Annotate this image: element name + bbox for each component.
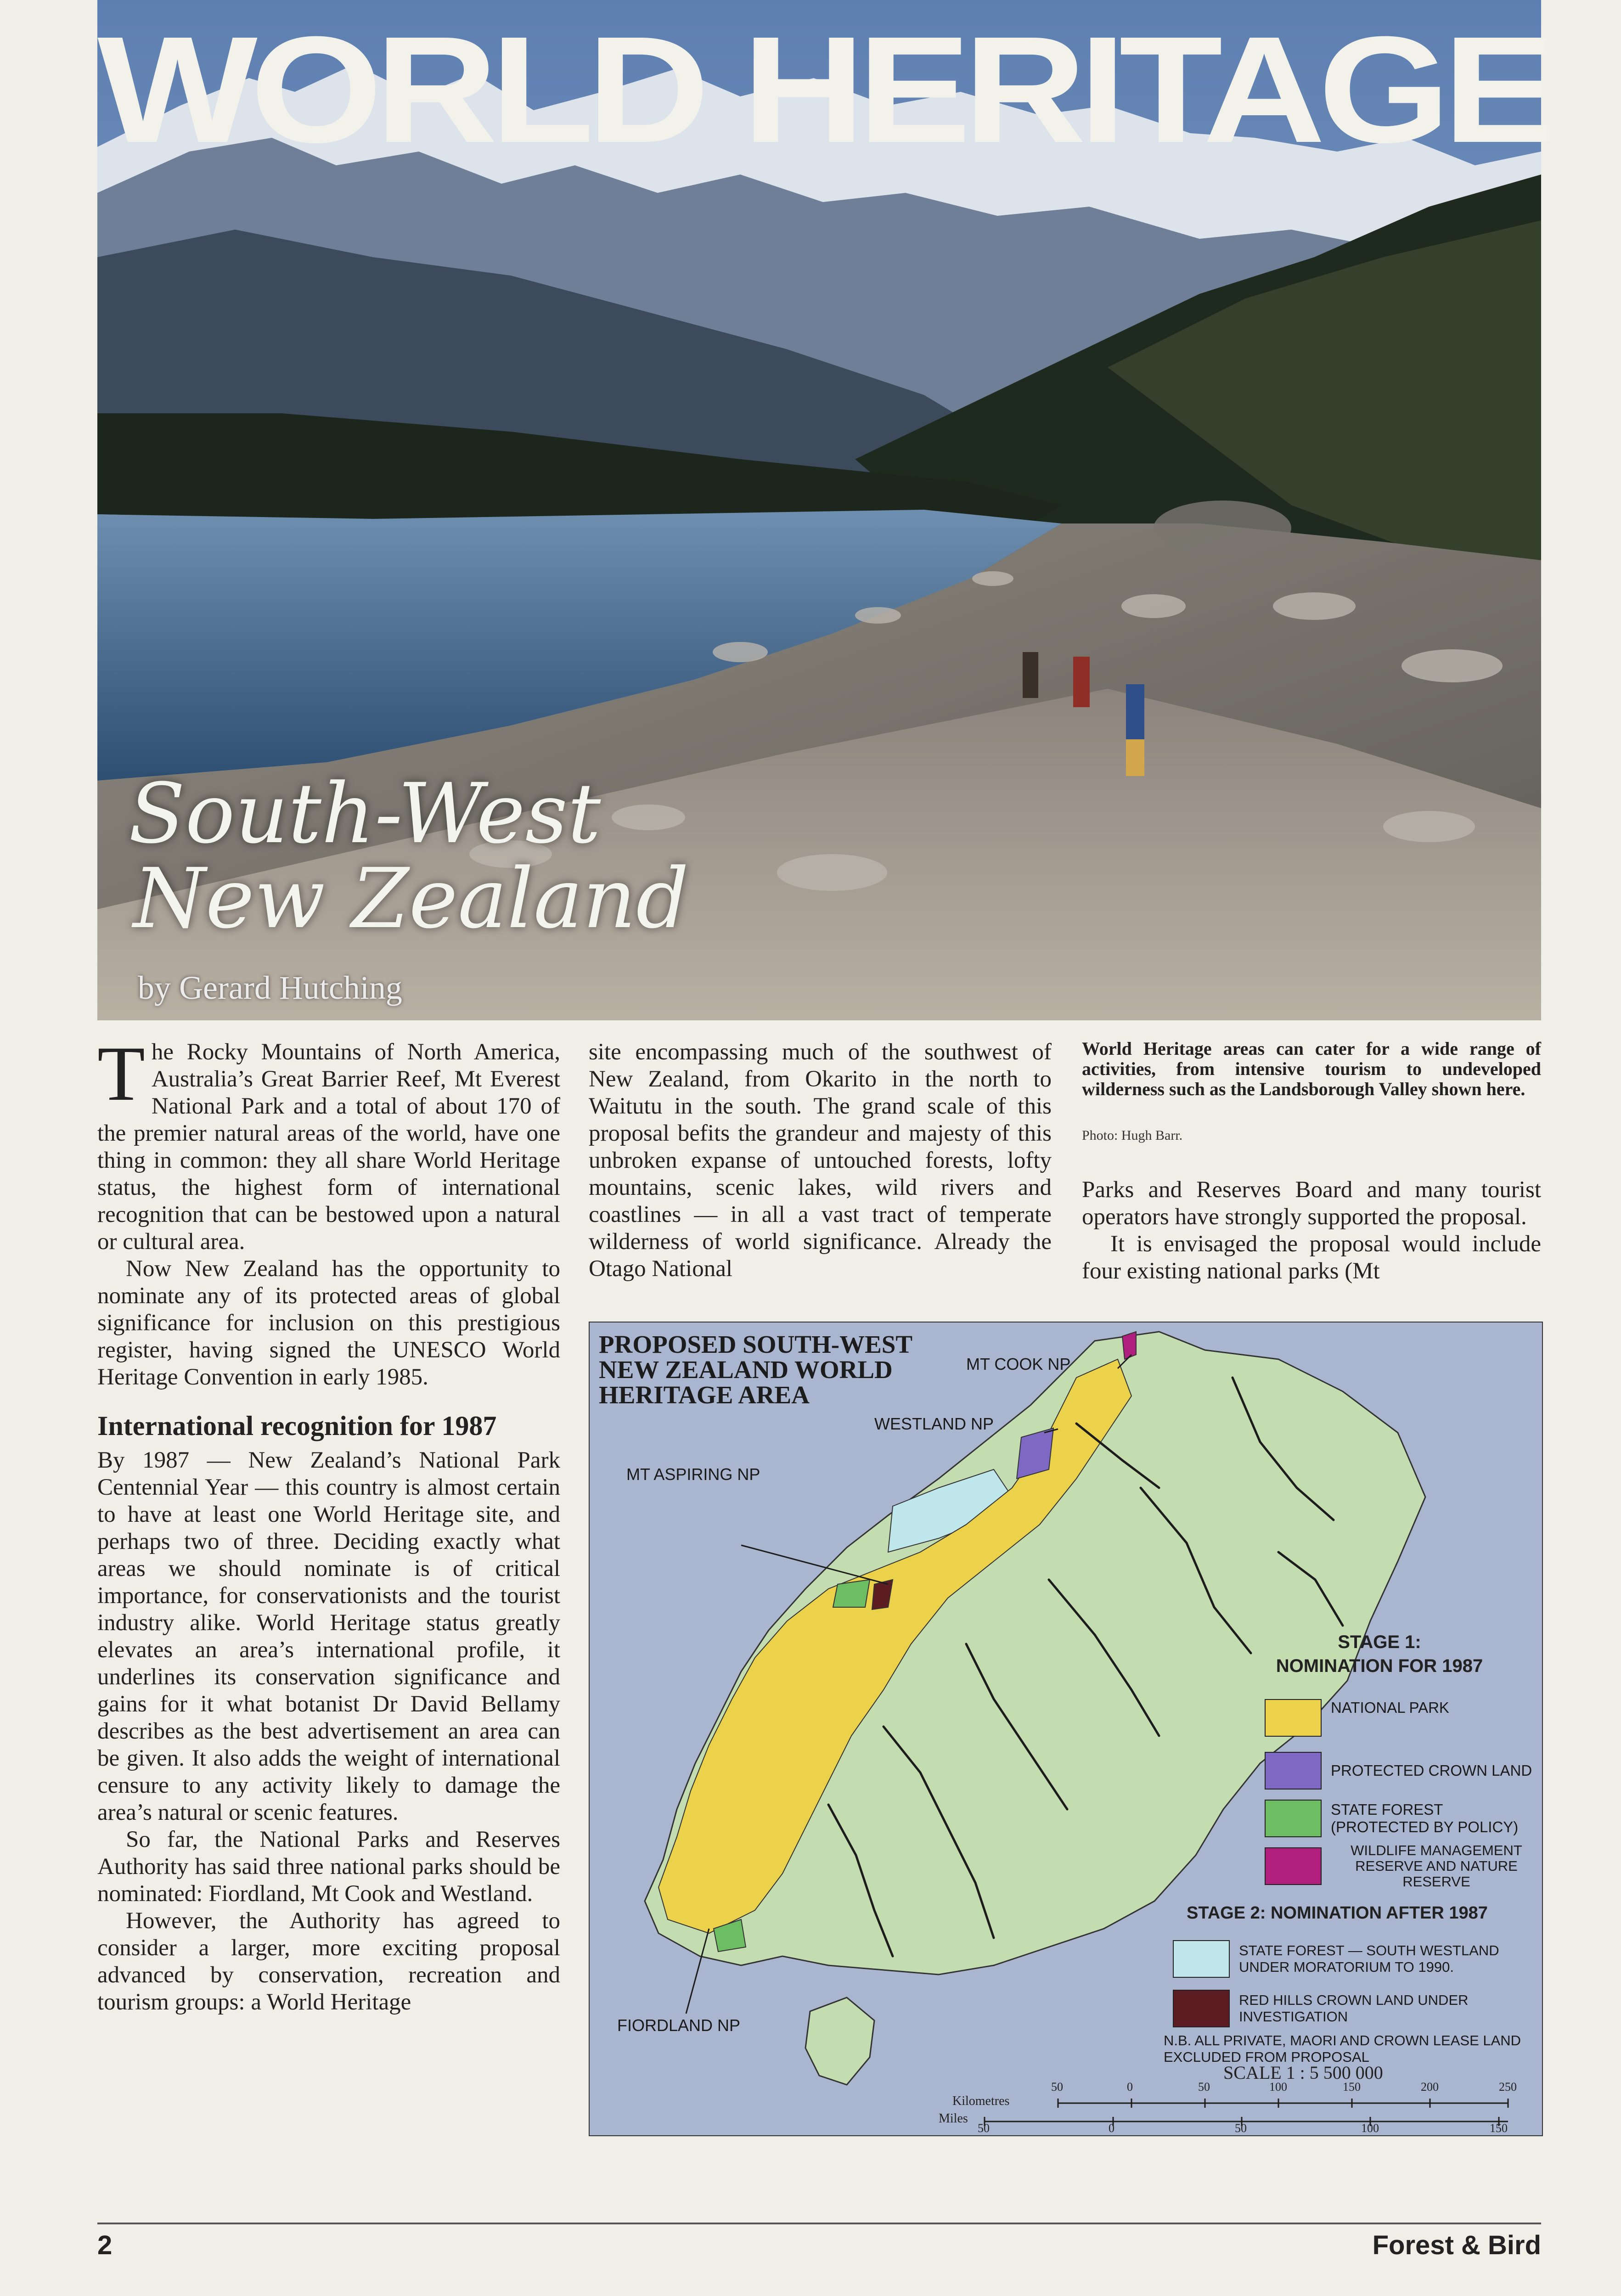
legend-note: N.B. ALL PRIVATE, MAORI AND CROWN LEASE LAND EXCLUDED FROM PROPOSAL — [1164, 2032, 1521, 2065]
map-title: PROPOSED SOUTH-WEST NEW ZEALAND WORLD HERITAGE AREA — [599, 1330, 913, 1409]
map-scale: SCALE 1 : 5 500 000 — [1223, 2062, 1383, 2083]
legend-item-protected-crown-land: PROTECTED CROWN LAND — [1265, 1747, 1542, 1795]
article-paragraph: Now New Zealand has the opportunity to nominate any of its protected areas of global significance for inclusion on this prestigious register, having signed the UNESCO World Heritage Convention in early 1985. — [97, 1256, 560, 1390]
scale-km-tick: 200 — [1421, 2080, 1439, 2093]
article-column-2 — [589, 1039, 1052, 1283]
magazine-name: Forest & Bird — [1372, 2230, 1541, 2260]
scale-km-tick: 250 — [1499, 2080, 1517, 2093]
scale-km-tick: 150 — [1343, 2080, 1361, 2093]
map-label-mt-cook: MT COOK NP — [966, 1355, 1071, 1373]
legend-item-wildlife-reserve: WILDLIFE MANAGEMENT RESERVE AND NATURE RESERVE — [1265, 1842, 1542, 1890]
scale-km-label: Kilometres — [952, 2094, 1010, 2108]
scale-miles-label: Miles — [939, 2111, 968, 2126]
drop-cap: T — [97, 1030, 145, 1117]
subtitle — [129, 766, 689, 947]
legend-stage2-title: STAGE 2: NOMINATION AFTER 1987 — [1187, 1903, 1488, 1923]
map-label-mt-aspiring: MT ASPIRING NP — [626, 1465, 760, 1484]
article-paragraph: Parks and Reserves Board and many tourist operators have strongly supported the proposal. — [1082, 1177, 1541, 1230]
article-paragraph: It is envisaged the proposal would include four existing national parks (Mt — [1082, 1231, 1541, 1284]
article-paragraph: However, the Authority has agreed to consider a larger, more exciting proposal advanced by conservation, recreation and tourism groups: a World Heritage — [97, 1908, 560, 2015]
map-label-fiordland: FIORDLAND NP — [617, 2016, 741, 2035]
legend-item-state-forest: STATE FOREST (PROTECTED BY POLICY) — [1265, 1795, 1542, 1842]
legend-stage1 — [1265, 1699, 1542, 1890]
legend-item-national-park: NATIONAL PARK — [1265, 1699, 1542, 1747]
photo-credit: Photo: Hugh Barr. — [1082, 1128, 1183, 1143]
article-paragraph: By 1987 — New Zealand’s National Park Centennial Year — this country is almost certain to have at least one World Heritage site, and perhaps two of three. Deciding exactly what areas we should nominate is of critical importance, for conservationists and the tourist industry alike. World Heritage status greatly elevates an area’s international profile, it underlines its conservation significance and gains for it what botanist Dr David Bellamy describes as the best advertisement an area can be given. It also adds the weight of international censure to any activity likely to damage the area’s natural or scenic features. — [97, 1447, 560, 1825]
heritage-map — [589, 1322, 1543, 2136]
legend-swatch — [1173, 1940, 1230, 1978]
legend-swatch — [1265, 1752, 1322, 1790]
legend-swatch — [1173, 1990, 1230, 2027]
footer-rule — [97, 2223, 1541, 2224]
legend-swatch — [1265, 1699, 1322, 1737]
legend-stage1-title: STAGE 1: NOMINATION FOR 1987 — [1276, 1632, 1483, 1676]
page-number: 2 — [97, 2230, 113, 2260]
photo-caption: World Heritage areas can cater for a wide range of activities, from intensive tourism to undeveloped wilderness such as the Landsborough Valley shown here. — [1082, 1038, 1541, 1099]
scale-mile-tick: 100 — [1361, 2122, 1379, 2135]
legend-swatch — [1265, 1800, 1322, 1837]
scale-km-tick: 50 — [1198, 2080, 1210, 2093]
headline: WORLD HERITAGE — [97, 5, 1549, 174]
scale-mile-tick: 50 — [1235, 2122, 1247, 2135]
map-label-westland: WESTLAND NP — [874, 1414, 994, 1433]
scale-mile-tick: 50 — [978, 2122, 990, 2135]
article-column-3 — [1082, 1176, 1541, 1285]
scale-km-tick: 50 — [1051, 2080, 1063, 2093]
legend-item-south-westland-forest: STATE FOREST — SOUTH WESTLAND UNDER MORATORIUM TO 1990. — [1173, 1933, 1533, 1985]
scale-mile-tick: 0 — [1109, 2122, 1114, 2135]
subtitle-line-2: New Zealand — [133, 851, 689, 947]
scale-km-tick: 0 — [1127, 2080, 1133, 2093]
legend-swatch — [1265, 1847, 1322, 1885]
legend-stage2 — [1173, 1933, 1533, 2032]
article-column-1 — [97, 1030, 560, 2016]
scale-mile-tick: 150 — [1490, 2122, 1508, 2135]
article-paragraph: So far, the National Parks and Reserves Authority has said three national parks should be nominated: Fiordland, Mt Cook and Westland. — [97, 1827, 560, 1907]
section-heading: International recognition for 1987 — [97, 1411, 497, 1441]
subtitle-line-1: South-West — [129, 766, 601, 862]
article-paragraph: site encompassing much of the southwest of New Zealand, from Okarito in the north to Waitutu in the south. The grand scale of this proposal befits the grandeur and majesty of this unbroken expanse of untouched forests, lofty mountains, scenic lakes, wild rivers and coastlines — in all a vast tract of temperate wilderness of world significance. Already the Otago National — [589, 1039, 1052, 1282]
byline: by Gerard Hutching — [138, 969, 402, 1006]
legend-item-red-hills: RED HILLS CROWN LAND UNDER INVESTIGATION — [1173, 1985, 1533, 2032]
scale-km-tick: 100 — [1269, 2080, 1287, 2093]
article-paragraph: The Rocky Mountains of North America, Australia’s Great Barrier Reef, Mt Everest National Park and a total of about 170 of the premier natural areas of the world, have one thing in common: they all share World Heritage status, the highest form of international recognition that can be bestowed upon a natural or cultural area. — [97, 1030, 560, 1255]
